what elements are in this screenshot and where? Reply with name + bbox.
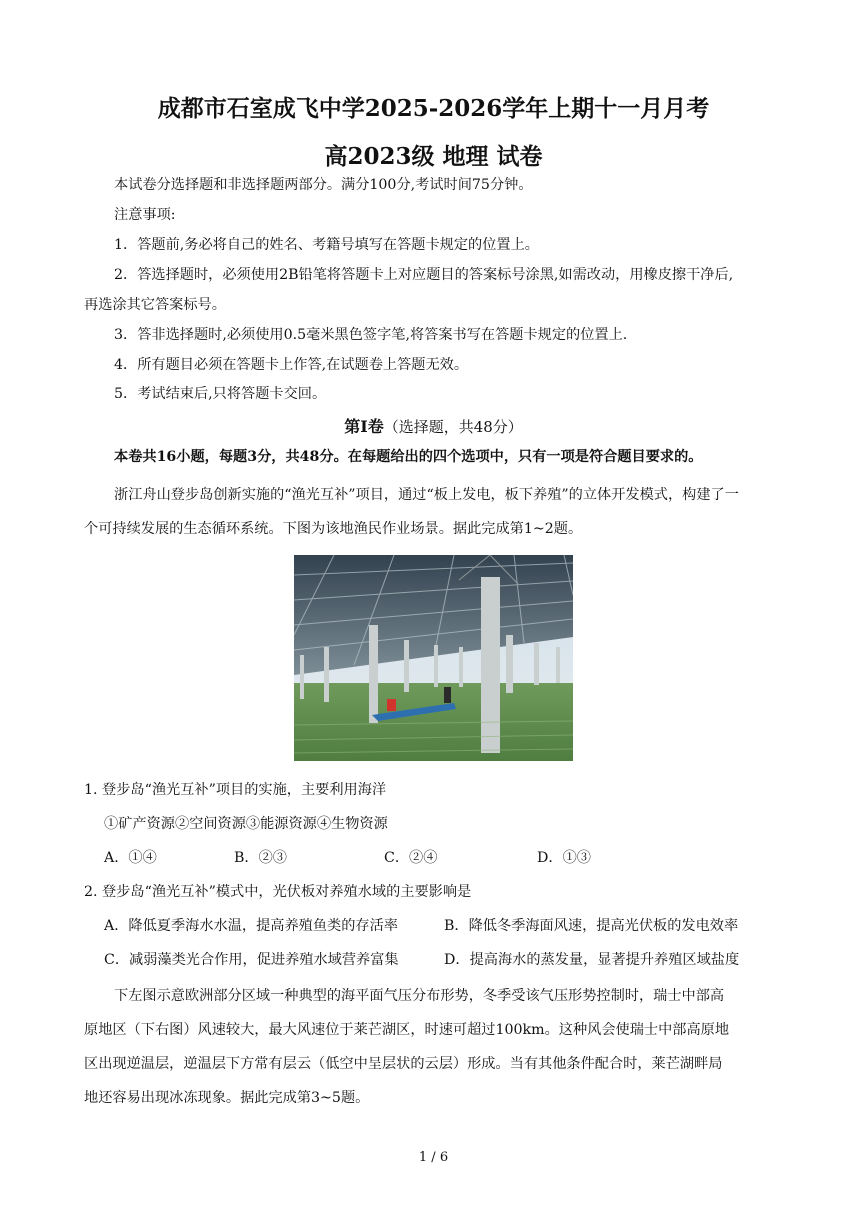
question-2-option-a: A．降低夏季海水水温，提高养殖鱼类的存活率 <box>104 918 398 934</box>
question-1-option-b: B．②③ <box>234 850 287 866</box>
question-1-items: ①矿产资源②空间资源③能源资源④生物资源 <box>104 816 388 832</box>
question-2-option-c: C．减弱藻类光合作用，促进养殖水域营养富集 <box>104 952 399 968</box>
passage-line: 地还容易出现冰冻现象。据此完成第3~5题。 <box>84 1090 370 1106</box>
exam-title: 成都市石室成飞中学2025-2026学年上期十一月月考 <box>157 95 710 122</box>
section-title: 第Ⅰ卷 <box>344 417 384 436</box>
passage-line: 区出现逆温层，逆温层下方常有层云（低空中呈层状的云层）形成。当有其他条件配合时，莱芒湖畔局 <box>84 1056 723 1072</box>
exam-subtitle: 高2023级 地理 试卷 <box>324 143 543 170</box>
note-item: 5．考试结束后,只将答题卡交回。 <box>114 386 327 402</box>
passage-line: 下左图示意欧洲部分区域一种典型的海平面气压分布形势，冬季受该气压形势控制时，瑞士中部高 <box>114 988 725 1004</box>
section-subtitle: （选择题，共48分） <box>383 418 523 436</box>
question-1-option-c: C．②④ <box>384 850 438 866</box>
question-2-option-b: B．降低冬季海面风速，提高光伏板的发电效率 <box>444 918 739 934</box>
page-number: 1 / 6 <box>418 1150 449 1165</box>
question-1-option-d: D．①③ <box>537 850 591 866</box>
note-item-continuation: 再选涂其它答案标号。 <box>84 297 226 313</box>
question-1-stem: 1. 登步岛“渔光互补”项目的实施，主要利用海洋 <box>84 782 387 798</box>
passage-line: 浙江舟山登步岛创新实施的“渔光互补”项目，通过“板上发电，板下养殖”的立体开发模式，构建了一 <box>114 487 739 503</box>
question-1-option-a: A．①④ <box>104 850 157 866</box>
note-item: 4．所有题目必须在答题卡上作答,在试题卷上答题无效。 <box>114 357 469 373</box>
note-item: 3．答非选择题时,必须使用0.5毫米黑色签字笔,将答案书写在答题卡规定的位置上. <box>114 327 628 343</box>
question-2-option-d: D．提高海水的蒸发量，显著提升养殖区域盐度 <box>444 952 740 968</box>
exam-summary: 本试卷分选择题和非选择题两部分。满分100分,考试时间75分钟。 <box>114 177 533 193</box>
fishery-solar-photo <box>294 555 573 761</box>
question-2-stem: 2. 登步岛“渔光互补”模式中，光伏板对养殖水域的主要影响是 <box>84 884 472 900</box>
passage-line: 原地区（下右图）风速较大，最大风速位于莱芒湖区，时速可超过100km。这种风会使瑞士中部高原地 <box>84 1022 730 1038</box>
section-heading <box>0 414 867 437</box>
notes-heading: 注意事项: <box>114 207 176 223</box>
note-item: 2．答选择题时，必须使用2B铅笔将答题卡上对应题目的答案标号涂黑,如需改动，用橡皮擦干净后, <box>114 267 734 283</box>
note-item: 1．答题前,务必将自己的姓名、考籍号填写在答题卡规定的位置上。 <box>114 237 539 253</box>
section-instruction: 本卷共16小题，每题3分，共48分。在每题给出的四个选项中，只有一项是符合题目要求的。 <box>114 449 703 465</box>
passage-line: 个可持续发展的生态循环系统。下图为该地渔民作业场景。据此完成第1~2题。 <box>84 521 583 537</box>
